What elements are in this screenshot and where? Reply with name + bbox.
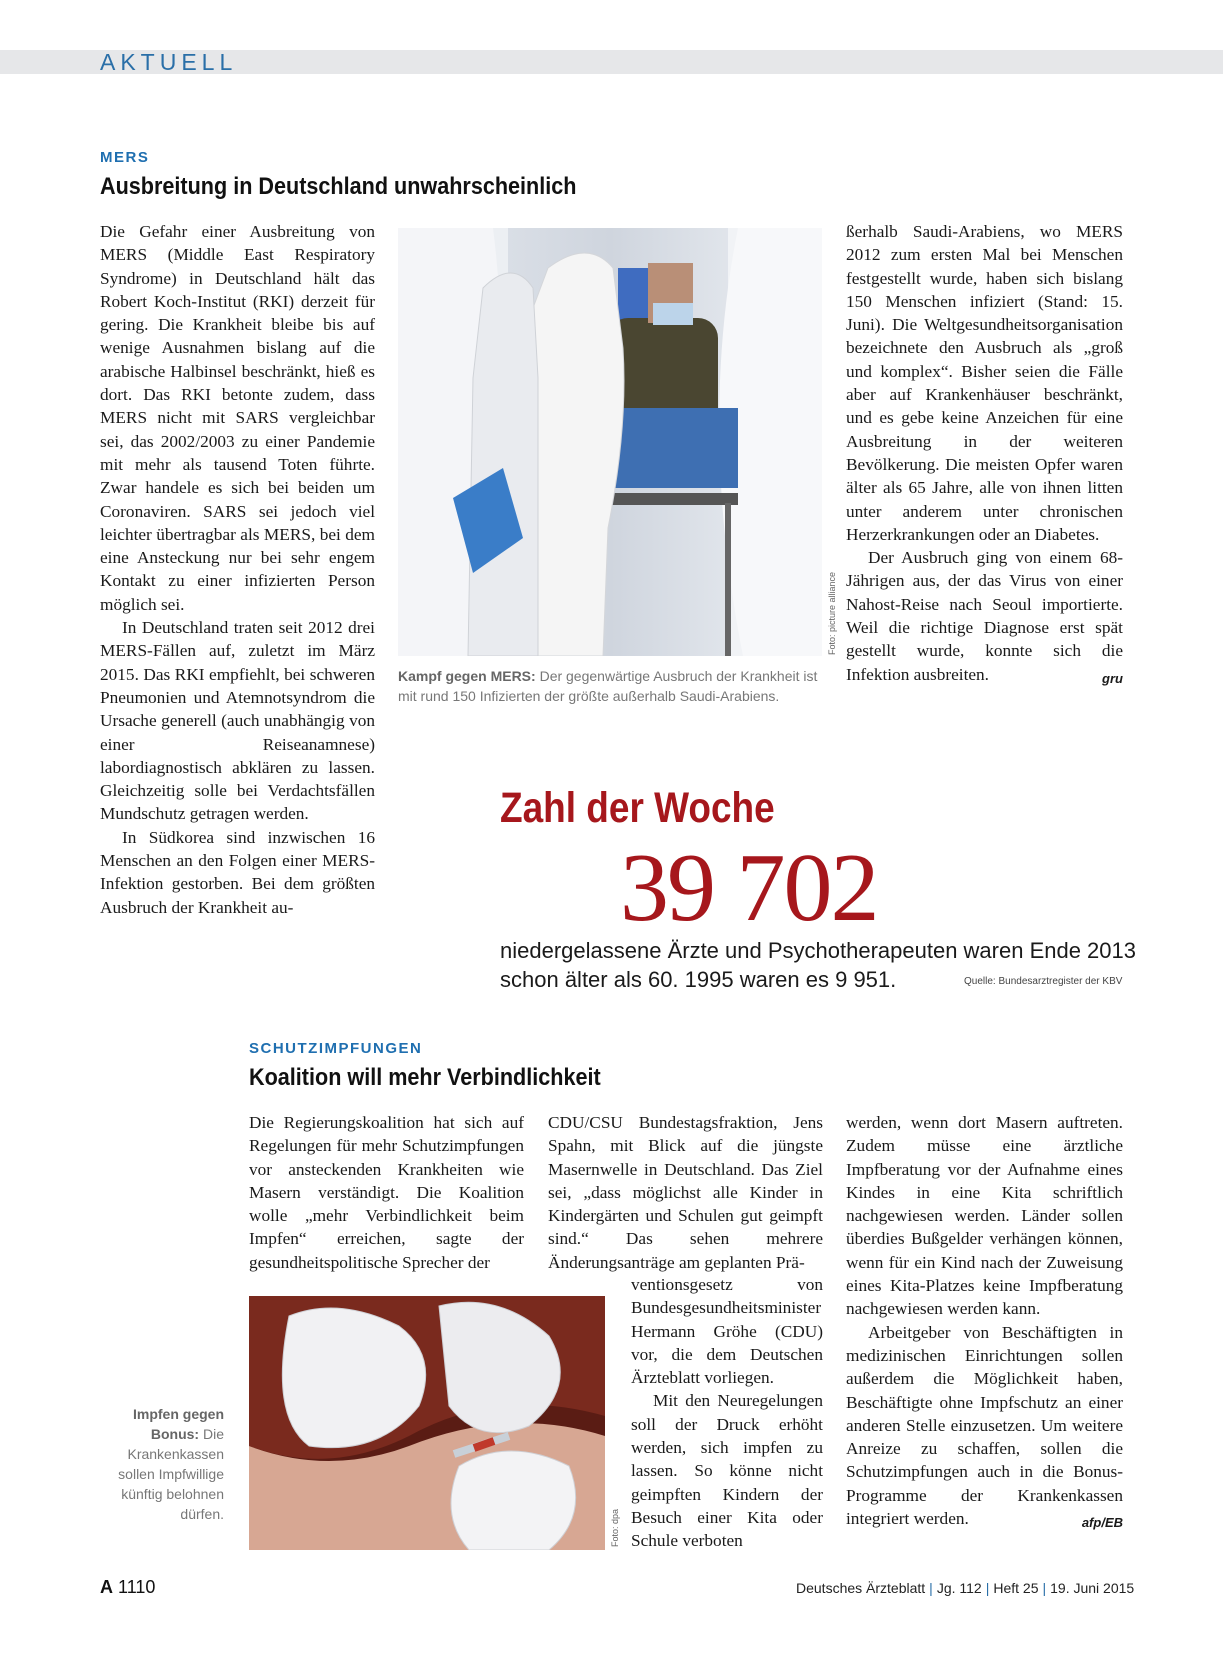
article2-column-2-bottom bbox=[631, 1273, 823, 1553]
article2-column-3 bbox=[846, 1111, 1123, 1534]
mers-caption-text: Der gegenwärtige Ausbruch der Krankheit ist mit rund 150 Infizierten der größte außerhalb Saudi-Arabiens. bbox=[398, 668, 818, 704]
article1-kicker: MERS bbox=[100, 149, 150, 166]
journal-name: Deutsches Ärzteblatt bbox=[796, 1580, 926, 1596]
mers-photo-caption bbox=[398, 666, 820, 706]
section-label: AKTUELL bbox=[100, 49, 238, 75]
zahl-der-woche-title: Zahl der Woche bbox=[500, 784, 775, 832]
journal-date: 19. Juni 2015 bbox=[1050, 1580, 1135, 1596]
zahl-der-woche-text: niedergelassene Ärzte und Psychotherapeuten waren Ende 2013 schon älter als 60. 1995 waren es 9 951. bbox=[500, 938, 1137, 992]
vaccination-caption-text: Die Krankenkassen sollen Impfwillige künftig belohnen dürfen. bbox=[118, 1426, 224, 1522]
journal-volume: Jg. 112 bbox=[936, 1580, 982, 1596]
mers-photo bbox=[398, 228, 822, 656]
vaccination-photo-caption bbox=[100, 1404, 224, 1524]
article2-column-1 bbox=[249, 1111, 524, 1274]
mers-caption-bold: Kampf gegen MERS: bbox=[398, 668, 536, 684]
article2-col3-para-1: werden, wenn dort Masern auftreten. Zudem müsse eine ärztliche Impfberatung vor der Aufnahme eines Kindes in eine Kita schriftlich nachgewiesen werden. Länder sollen überdies Bußgelder verhängen können, wenn für ein Kind nach der Zuweisung eines Kita-Platzes keine Impfberatung nachgewiesen werden kann. bbox=[846, 1113, 1123, 1319]
article2-col3-para-2: Arbeitgeber von Beschäftigten in medizinischen Einrichtungen sollen außerdem die Möglichkeit haben, Beschäftigte ohne Impfschutz an einer anderen Stelle einzusetzen. Um weitere Anreize zu schaffen, sollen die Schutzimpfungen auch in die Bonus-Programme der Krankenkassen integriert werden. afp/EB bbox=[846, 1321, 1123, 1531]
article2-signature: afp/EB bbox=[1081, 1515, 1123, 1531]
page-number: A 1110 bbox=[100, 1577, 156, 1597]
vaccination-photo bbox=[249, 1296, 605, 1550]
zahl-der-woche-number: 39 702 bbox=[620, 834, 878, 942]
article1-col1-para-2: In Deutschland traten seit 2012 drei MERS-Fällen auf, zuletzt im März 2015. Das RKI empfiehlt, bei schweren Pneumonien und Atemnotsyndrom die Ursache generell (auch unabhängig von einer Reiseanamnese) labordiagnostisch abklären zu lassen. Gleichzeitig solle bei Verdachtsfällen Mundschutz getragen werden. bbox=[100, 618, 375, 824]
article1-col3-para-2: Der Ausbruch ging von einem 68-Jährigen aus, der das Virus von einer Nahost-Reise nach Seoul importierte. Weil die richtige Diagnose erst spät gestellt wurde, konnte sich die Infektion ausbreiten. gru bbox=[846, 546, 1123, 686]
article1-signature: gru bbox=[1102, 670, 1123, 686]
article1-col3-para-1: ßerhalb Saudi-Arabiens, wo MERS 2012 zum ersten Mal bei Menschen festgestellt wurde, haben sich bislang 150 Menschen infiziert (Stand: 15. Juni). Die Weltgesundheitsorganisation bezeichnete den Ausbruch als „groß und komplex“. Bisher seien die Fälle aber auf Krankenhäuser beschränkt, und es gebe keine Anzeichen für eine Ausbreitung in der weiteren Bevölkerung. Die meisten Opfer waren älter als 65 Jahre, alle von ihnen litten unter anderem unter chronischen Herzerkrankungen oder an Diabetes. bbox=[846, 222, 1123, 544]
vaccination-photo-credit: Foto: dpa bbox=[610, 1508, 620, 1547]
article1-headline: Ausbreitung in Deutschland unwahrscheinlich bbox=[100, 173, 577, 200]
article1-col1-para-3: In Südkorea sind inzwischen 16 Menschen an den Folgen einer MERS-Infektion gestorben. Bei dem größten Ausbruch der Krankheit au- bbox=[100, 827, 375, 917]
journal-info: Deutsches Ärzteblatt | Jg. 112 | Heft 25 | 19. Juni 2015 bbox=[796, 1580, 1135, 1596]
article2-kicker: SCHUTZIMPFUNGEN bbox=[249, 1040, 423, 1057]
article2-col1-para-1: Die Regierungskoalition hat sich auf Regelungen für mehr Schutzimpfungen vor ansteckenden Krankheiten wie Masern verständigt. Die Koalition wolle „mehr Verbindlichkeit beim Impfen“ erreichen, sagte der gesundheitspolitische Sprecher der bbox=[249, 1113, 524, 1272]
article2-column-2-top bbox=[548, 1111, 823, 1274]
article2-headline: Koalition will mehr Verbindlichkeit bbox=[249, 1064, 601, 1091]
vaccination-caption-bold: Impfen gegen Bonus: bbox=[132, 1406, 224, 1442]
article1-col1-para-1: Die Gefahr einer Ausbreitung von MERS (Middle East Respiratory Syndrome) in Deutschland hält das Robert Koch-Institut (RKI) derzeit für gering. Die Krankheit bleibe bis auf wenige Ausnahmen bislang auf die arabische Halbinsel beschränkt, hieß es dort. Das RKI betonte zudem, dass MERS nicht mit SARS vergleichbar sei, das 2002/2003 zu einer Pandemie mit mehr als tausend Toten führte. Zwar handele es sich bei beiden um Coronaviren. SARS sei jedoch viel leichter übertragbar als MERS, bei dem eine Ansteckung nur bei sehr engem Kontakt zu einer infizierten Person möglich sei. bbox=[100, 222, 375, 614]
article2-col2-para-1: CDU/CSU Bundestagsfraktion, Jens Spahn, mit Blick auf die jüngste Masernwelle in Deutschland. Das Ziel sei, „dass möglichst alle Kinder in Kindergärten und Schulen gut geimpft sind.“ Das sehen mehrere Änderungsanträge am geplanten Prä- bbox=[548, 1113, 823, 1272]
article2-col2-para-3: Mit den Neuregelungen soll der Druck erhöht werden, sich impfen zu lassen. So könne nicht geimpften Kindern der Besuch einer Kita oder Schule verboten bbox=[631, 1391, 823, 1551]
journal-issue: Heft 25 bbox=[993, 1580, 1039, 1596]
article2-col2-para-2: ventionsgesetz von Bundesgesundheitsminister Hermann Gröhe (CDU) vor, die dem Deutschen Ärzteblatt vorliegen. bbox=[631, 1275, 823, 1388]
zahl-der-woche-source: Quelle: Bundesarztregister der KBV bbox=[964, 976, 1123, 987]
mers-photo-credit: Foto: picture alliance bbox=[827, 571, 837, 655]
article1-column-1 bbox=[100, 220, 375, 919]
article1-column-3 bbox=[846, 220, 1123, 690]
